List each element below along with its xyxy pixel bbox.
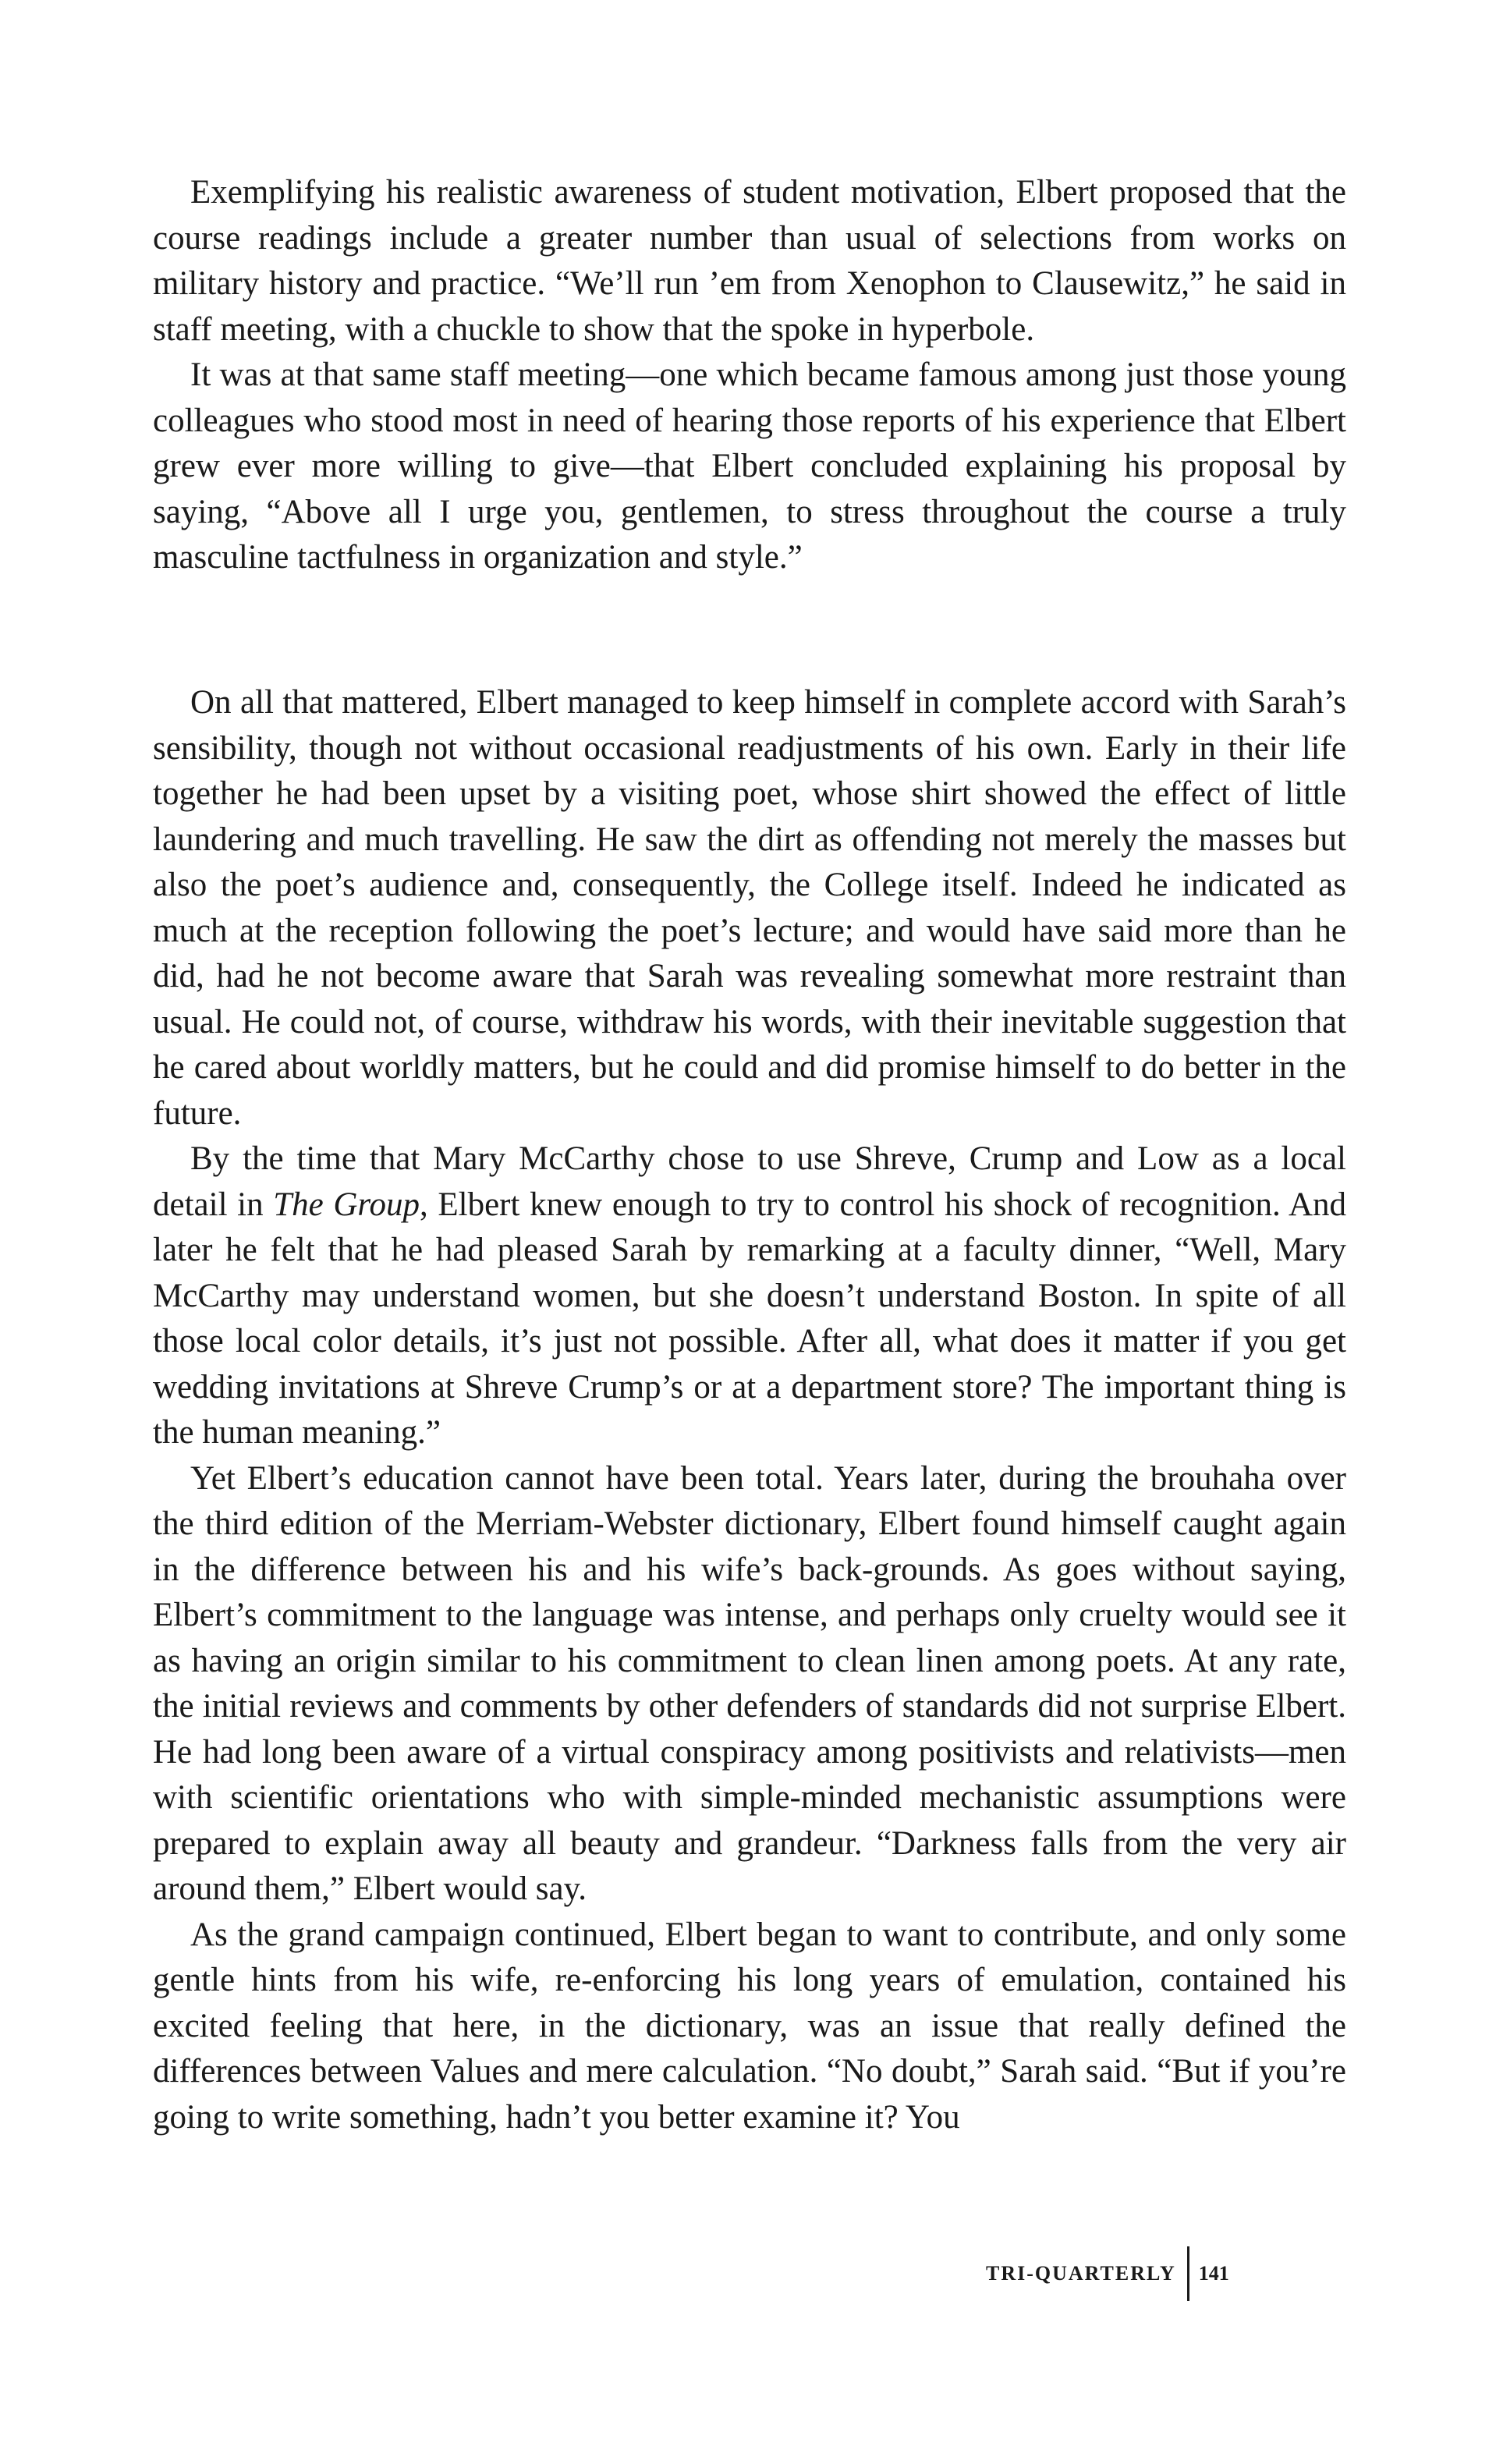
paragraph-2: It was at that same staff meeting—one which became famous among just those young colleagues who stood most in need of hearing those reports of his experience that Elbert grew ever more willing to give—that Elbert concluded explaining his proposal by saying, “Above all I urge you, gentlemen, to stress throughout the course a truly masculine tactfulness in organization and style.”: [153, 356, 1346, 576]
paragraph-1: Exemplifying his realistic awareness of student motivation, Elbert proposed that the course readings include a greater number than usual of selections from works on military history and practice. “We’ll run ’em from Xenophon to Clausewitz,” he said in staff meeting, with a chuckle to show that the spoke in hyperbole.: [153, 174, 1346, 348]
book-title: The Group: [273, 1186, 420, 1223]
paragraph-4-start: By the time that Mary McCarthy chose to use Shreve, Crump and Low as a local detail in: [153, 1140, 1346, 1223]
page-footer: [986, 2246, 1229, 2301]
text-section-2: [153, 680, 1346, 2140]
journal-name: TRI-QUARTERLY: [986, 2262, 1176, 2285]
page-number: 141: [1198, 2262, 1229, 2285]
paragraph-4-end: , Elbert knew enough to try to control his shock of recognition. And later he felt that he had pleased Sarah by remarking at a faculty dinner, “Well, Mary McCarthy may understand women, but she doesn’t understand Boston. In spite of all those local color details, it’s just not possible. After all, what does it matter if you get wedding invitations at Shreve Crump’s or at a department store? The important thing is the human meaning.”: [153, 1186, 1346, 1451]
paragraph-4: [153, 1136, 1346, 1456]
paragraph-3: On all that mattered, Elbert managed to keep himself in complete accord with Sarah’s sensibility, though not without occasional readjustments of his own. Early in their life together he had been upset by a visiting poet, whose shirt showed the effect of little laundering and much travelling. He saw the dirt as offending not merely the masses but also the poet’s audience and, consequently, the College itself. Indeed he indicated as much at the reception following the poet’s lecture; and would have said more than he did, had he not become aware that Sarah was revealing somewhat more restraint than usual. He could not, of course, withdraw his words, with their inevitable suggestion that he cared about worldly matters, but he could and did promise himself to do better in the future.: [153, 684, 1346, 1132]
paragraph-5: Yet Elbert’s education cannot have been total. Years later, during the brouhaha over the third edition of the Merriam-Webster dictionary, Elbert found himself caught again in the difference between his and his wife’s back-grounds. As goes without saying, Elbert’s commitment to the language was intense, and perhaps only cruelty would see it as having an origin similar to his commitment to clean linen among poets. At any rate, the initial reviews and comments by other defenders of standards did not surprise Elbert. He had long been aware of a virtual conspiracy among positivists and relativists—men with scientific orientations who with simple-minded mechanistic assumptions were prepared to explain away all beauty and grandeur. “Darkness falls from the very air around them,” Elbert would say.: [153, 1459, 1346, 1907]
paragraph-6: As the grand campaign continued, Elbert began to want to contribute, and only some gentle hints from his wife, re-enforcing his long years of emulation, contained his excited feeling that here, in the dictionary, was an issue that really defined the differences between Values and mere calculation. “No doubt,” Sarah said. “But if you’re going to write something, hadn’t you better examine it? You: [153, 1916, 1346, 2136]
text-section-1: [153, 170, 1346, 581]
